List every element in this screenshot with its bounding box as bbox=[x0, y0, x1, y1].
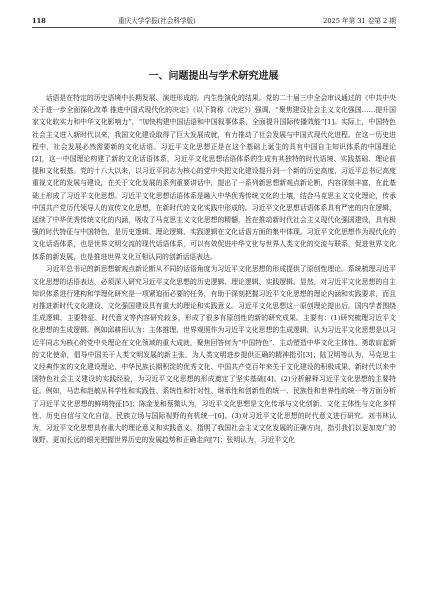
journal-name: 重庆大学学报(社会科学版) bbox=[118, 17, 196, 25]
paragraph: 话语是在特定的历史语境中长期发展、演进形成的，内生性演化的结果。党的二十届三中全会审议通过的《中共中央关于进一步全面深化改革 推进中国式现代化的决定》（以下简称《决定》）强调，“聚焦建设社会主义文化强国……提升国家文化软实力和中华文化影响力”，“加快构建中国话语和中国叙事体系，全面提升国际传播效能”[1]。实际上，中国特色社会主义进入新时代以来，我国文化建设取得了巨大发展成就，有力推动了社会发展与中国式现代化进程。在这一历史进程中，社会发展必然需要新的文化话语。习近平文化思想正是在这个基础上诞生的具有中国自主知识体系的中国理论[2]，这一中国理论构建了新的文化话语体系，习近平文化思想话语体系的生成有其独特的时代语境、实践基础、理论前提和文化根基。党的十八大以来，以习近平同志为核心的党中央把文化建设提升到一个新的历史高度，习近平总书记高度重视文化的发展与建设，在关于文化发展的系列重要讲话中，提出了一系列新思想新观点新论断，内容深刻丰富，在此基础上形成了习近平文化思想。习近平文化思想话语体系是融入中华优秀传统文化的土壤，结合马克思主义文化理论，传承中国共产党历代领导人的宣传文化思想，在新时代的文化实践中形成的。习近平文化思想话语体系具有严密的内在逻辑，延续了中华优秀传统文化的内涵，吸收了马克思主义文化思想的精髓，旨在推动新时代社会主义现代化强国建设，具有极强的时代特征与中国特色，是历史逻辑、理论逻辑、实践逻辑在文化话语方面的集中体现。习近平文化思想作为现代化的文化话语体系，也是世界文明交流的现代话语体系，可以有效促进中华文化与世界人类文化的交流与联系，促进世界文化体系的新发展，也是推进世界文化互相认同的创新话语表达。 bbox=[32, 94, 396, 261]
paragraph: 习近平总书记的新思想新观点新论断从不同的话语角度为习近平文化思想的形成提供了原创性理论。系统梳理习近平文化思想的话语表达，必须深入研究习近平文化思想的历史逻辑、理论逻辑、实践逻辑。显然，对习近平文化思想的自主知识体系进行建构和学理化研究是一项紧迫而必要的任务，有助于深刻把握习近平文化思想的理论内涵和实践要求，而且对推进新时代文化建设、文化强国建设具有重大的理论和实践意义。习近平文化思想这一原创理论提出后，国内学者围绕生成逻辑、主要特征、时代意义等内容研究较多，形成了很多有原创性的新的研究成果。主要有：(1)研究梳理习近平文化思想的生成逻辑。例如邱耕田认为：主体推理、世界观照作为习近平文化思想的生成逻辑，认为习近平文化思想是以习近平同志为核心的党中央理论在文化领域的重大成就，聚焦回答何为“中国特色”、主动塑造中华文化主体性、勇敢肩起新的文化使命，倡导中国关于人类文明发展的新主张，为人类文明进步提供正确的精神指引[3]；陆卫明等认为，马克思主义经典作家的文化建设理论、中华民族长期积淀的优秀文化、中国共产党百年来关于文化建设的积极成果、新时代以来中国特色社会主义建设的实践经验，为习近平文化思想的形成奠定了坚实基础[4]。(2)分析解释习近平文化思想的主要特征。例如，马忠和赵敏从科学性和实践性、系统性和针对性、继承性和创新性的统一、民族性和世界性的统一等方面分析了习近平文化思想的鲜明特征[5]；陈金龙和蔡微认为，习近平文化思想是文化传承与文化创新、文化主体性与文化多样性、历史自信与文化自信、民族立场与国际视野的有机统一[6]。(3)对习近平文化思想的时代意义进行研究。刘书林认为，习近平文化思想具有重大的理论意义和实践意义，指明了我国社会主义文化发展的正确方向，指引我们以更加宽广的视野、更加长远的眼光把握世界历史的发展趋势和正确走向[7]；张明认为，习近平文化 bbox=[32, 265, 396, 445]
issue-info: 2025 年第 31 卷第 2 期 bbox=[323, 17, 396, 25]
section-title: 一、问题提出与学术研究进展 bbox=[148, 71, 279, 82]
running-header bbox=[32, 15, 396, 28]
page-number: 118 bbox=[32, 17, 46, 25]
body-text bbox=[32, 92, 396, 447]
